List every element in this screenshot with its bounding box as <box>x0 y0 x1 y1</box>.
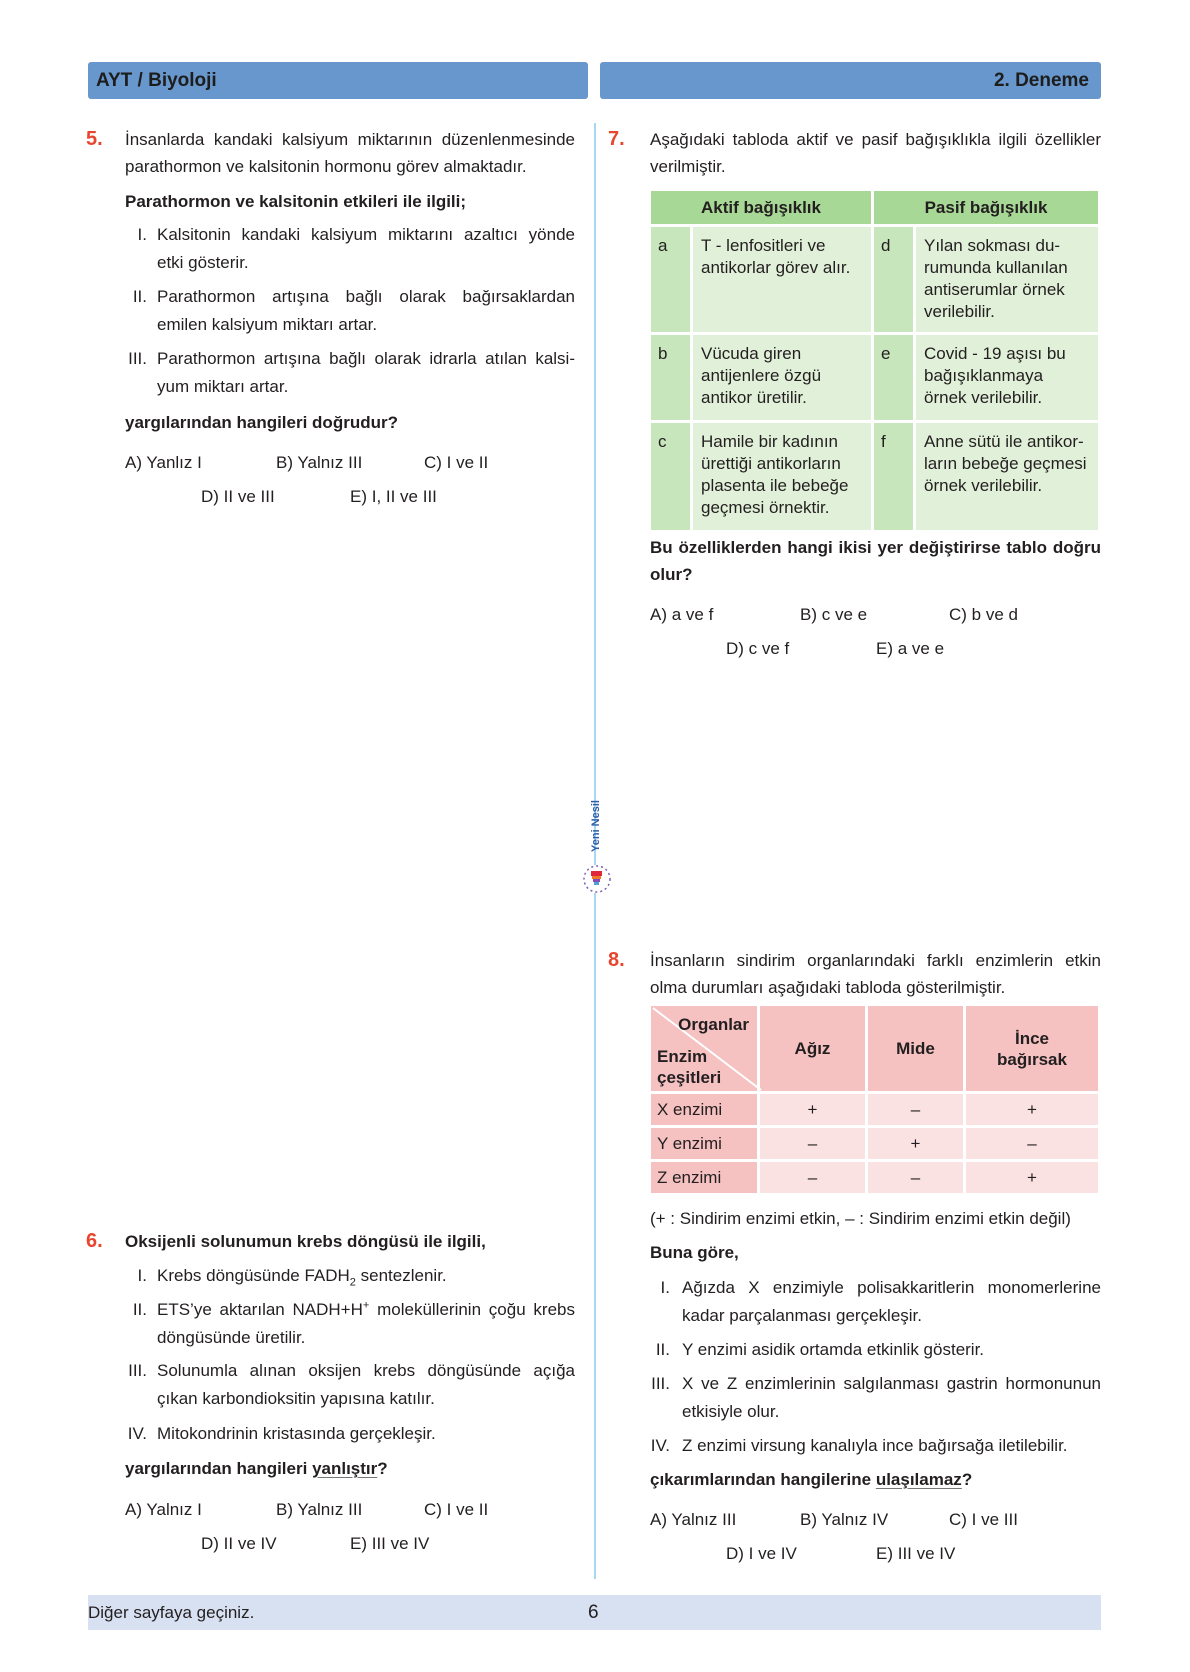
column-header: İnce bağırsak <box>965 1006 1100 1093</box>
option-c[interactable]: C) b ve d <box>949 605 1018 624</box>
question-lead: Parathormon ve kalsitonin etkileri ile ilgili; <box>125 192 467 211</box>
table-row: c Hamile bir kadının ürettiği antikorların plasenta ile bebeğe geçmesi örnektir. f Anne sütü ile antikor-ların bebeğe geçmesi örnek verilebilir. <box>650 422 1100 532</box>
option-c[interactable]: C) I ve II <box>424 453 489 472</box>
question-prompt: yargılarından hangileri yanlıştır? <box>125 1459 388 1478</box>
question-lead: Oksijenli solunumun krebs döngüsü ile ilgili, <box>125 1232 486 1251</box>
header-active: Aktif bağışıklık <box>650 191 873 226</box>
question-number: 7. <box>608 128 625 150</box>
publisher-logo <box>579 800 613 910</box>
table-row: Y enzimi – + – <box>650 1127 1100 1161</box>
next-page-note: Diğer sayfaya geçiniz. <box>88 1603 255 1622</box>
question-number: 6. <box>86 1230 103 1252</box>
option-c[interactable]: C) I ve III <box>949 1510 1018 1529</box>
corner-enzymes: Enzim çeşitleri <box>657 1047 722 1087</box>
table-row: Z enzimi – – + <box>650 1161 1100 1195</box>
column-header: Mide <box>867 1006 965 1093</box>
corner-header <box>650 1006 759 1093</box>
question-prompt: yargılarından hangileri doğrudur? <box>125 413 398 432</box>
table-row: a T - lenfositleri ve antikorlar görev alır. d Yılan sokması du-rumunda kullanılan antiserumlar örnek verilebilir. <box>650 226 1100 334</box>
question-intro: İnsanların sindirim organlarındaki farklı enzimlerin etkin olma durumları aşağıdaki tabloda gösterilmiştir. <box>650 951 1101 997</box>
option-e[interactable]: E) III ve IV <box>350 1534 430 1553</box>
table-row: b Vücuda giren antijenlere özgü antikor üretilir. e Covid - 19 aşısı bu bağışıklanmaya örnek verilebilir. <box>650 334 1100 422</box>
option-d[interactable]: D) c ve f <box>726 639 790 658</box>
page-number: 6 <box>588 1602 599 1623</box>
header-subject-bar <box>88 62 588 99</box>
option-a[interactable]: A) a ve f <box>650 605 714 624</box>
table-legend: (+ : Sindirim enzimi etkin, – : Sindirim enzimi etkin değil) <box>650 1209 1071 1228</box>
option-d[interactable]: D) I ve IV <box>726 1544 797 1563</box>
option-d[interactable]: D) II ve III <box>201 487 275 506</box>
logo-text: Yeni Nesil <box>590 800 602 852</box>
option-b[interactable]: B) Yalnız IV <box>800 1510 889 1529</box>
option-c[interactable]: C) I ve II <box>424 1500 489 1519</box>
page-footer <box>88 1595 1101 1630</box>
question-intro: Aşağıdaki tabloda aktif ve pasif bağışıklıkla ilgili özellikler verilmiştir. <box>650 130 1101 176</box>
question-intro: İnsanlarda kandaki kalsiyum miktarının düzenlenmesinde parathormon ve kalsitonin hormonu görev almaktadır. <box>125 130 575 176</box>
question-number: 5. <box>86 128 103 150</box>
question-lead: Buna göre, <box>650 1243 739 1262</box>
option-b[interactable]: B) Yalnız III <box>276 1500 363 1519</box>
option-a[interactable]: A) Yalnız III <box>650 1510 737 1529</box>
subject-title: AYT / Biyoloji <box>96 70 217 91</box>
option-a[interactable]: A) Yanlız I <box>125 453 202 472</box>
enzyme-table <box>648 1006 1101 1196</box>
option-e[interactable]: E) I, II ve III <box>350 487 437 506</box>
option-e[interactable]: E) III ve IV <box>876 1544 956 1563</box>
header-passive: Pasif bağışıklık <box>873 191 1100 226</box>
question-number: 8. <box>608 949 625 971</box>
immunity-table <box>648 191 1101 533</box>
question-prompt: çıkarımlarından hangilerine ulaşılamaz? <box>650 1470 973 1489</box>
option-d[interactable]: D) II ve IV <box>201 1534 277 1553</box>
column-header: Ağız <box>759 1006 867 1093</box>
option-e[interactable]: E) a ve e <box>876 639 945 658</box>
option-b[interactable]: B) Yalnız III <box>276 453 363 472</box>
exam-title: 2. Deneme <box>993 70 1089 91</box>
column-divider-top <box>594 123 596 865</box>
logo-mark-icon <box>582 864 612 894</box>
question-prompt: Bu özelliklerden hangi ikisi yer değiştirirse tablo doğru olur? <box>650 538 1101 584</box>
option-b[interactable]: B) c ve e <box>800 605 868 624</box>
table-row: X enzimi + – + <box>650 1093 1100 1127</box>
corner-organs: Organlar <box>678 1015 749 1034</box>
option-a[interactable]: A) Yalnız I <box>125 1500 202 1519</box>
header-exam-bar <box>600 62 1101 99</box>
column-divider-bottom <box>594 893 596 1579</box>
